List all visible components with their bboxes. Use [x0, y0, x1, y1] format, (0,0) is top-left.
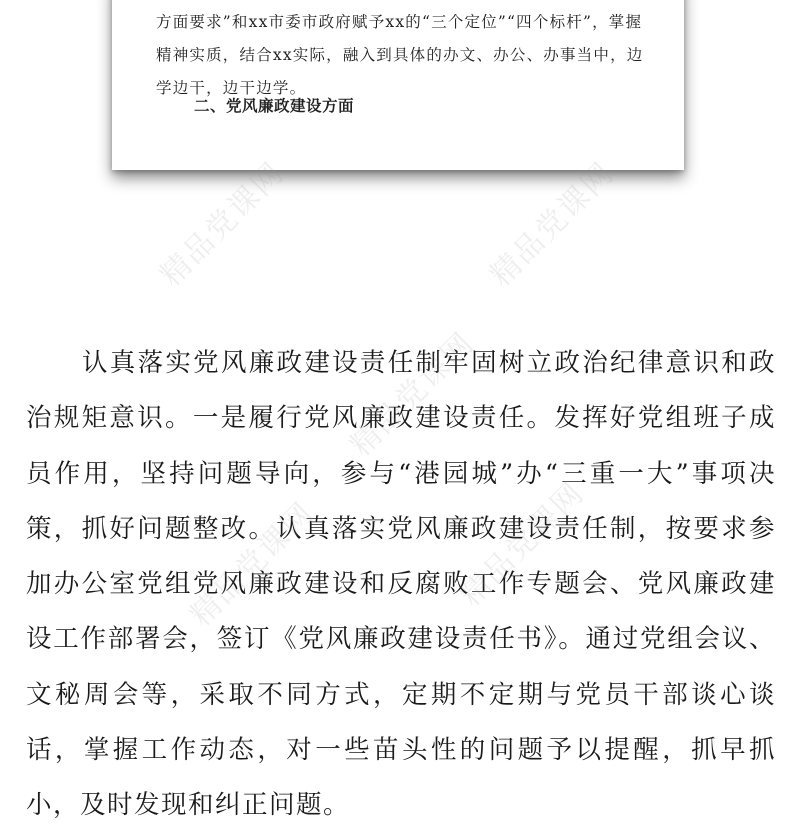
watermark: 精品党课网 [453, 475, 592, 614]
preview-card-text: 方面要求”和xx市委市政府赋予xx的“三个定位”“四个标杆”，掌握精神实质，结合xx实际，融入到具体的办文、办公、办事当中，边学边干，边干边学。 [156, 13, 644, 97]
watermark: 精品党课网 [153, 155, 292, 294]
watermark: 精品党课网 [343, 325, 482, 464]
preview-card [112, 0, 684, 170]
main-paragraph: 认真落实党风廉政建设责任制牢固树立政治纪律意识和政治规矩意识。一是履行党风廉政建设责任。发挥好党组班子成员作用，坚持问题导向，参与“港园城”办“三重一大”事项决策，抓好问题整改。认真落实党风廉政建设责任制，按要求参加办公室党组党风廉政建设和反腐败工作专题会、党风廉政建设工作部署会，签订《党风廉政建设责任书》。通过党组会议、文秘周会等，采取不同方式，定期不定期与党员干部谈心谈话，掌握工作动态，对一些苗头性的问题予以提醒，抓早抓小，及时发现和纠正问题。 [26, 348, 776, 821]
watermark: 精品党课网 [483, 155, 622, 294]
watermark: 精品党课网 [183, 495, 322, 634]
preview-card-heading: 二、党风廉政建设方面 [194, 97, 355, 115]
